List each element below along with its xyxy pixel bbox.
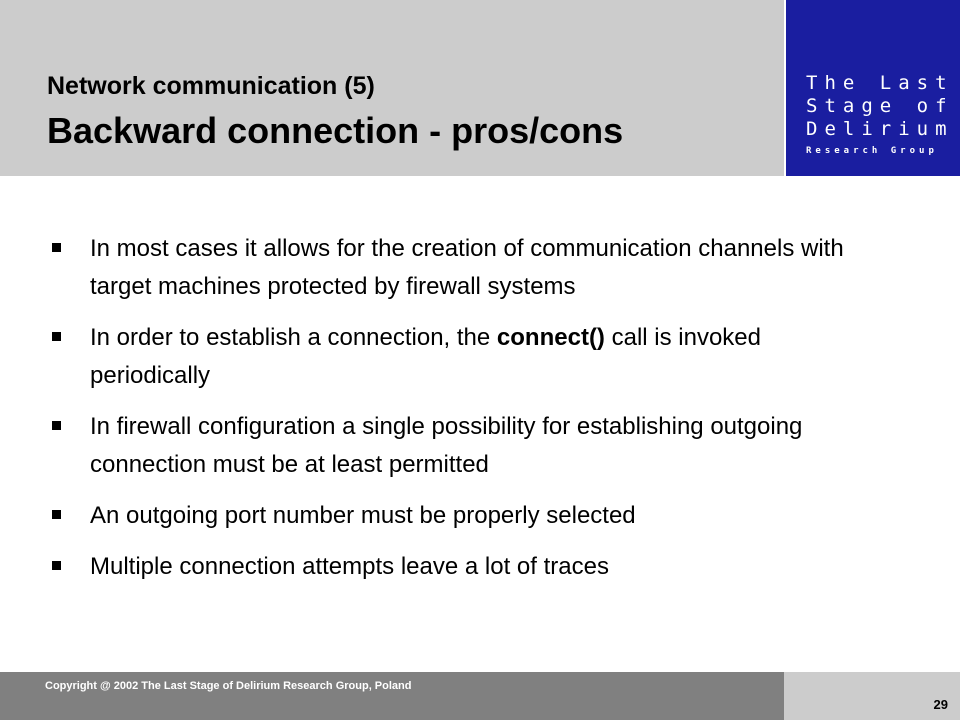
- square-bullet-icon: [52, 561, 61, 570]
- square-bullet-icon: [52, 332, 61, 341]
- bullet-text-code: connect(): [496, 324, 605, 351]
- bullet-text: An outgoing port number must be properly selected: [90, 502, 636, 529]
- logo-line-2: Stage of: [806, 95, 954, 117]
- slide-subtitle: Network communication (5): [47, 72, 375, 100]
- bullet-item: [52, 230, 852, 306]
- bullet-text-post: call is invoked periodically: [90, 324, 761, 389]
- bullet-text: In firewall configuration a single possibility for establishing outgoing connection must be at least permitted: [90, 413, 803, 478]
- bullet-item: [52, 548, 852, 586]
- square-bullet-icon: [52, 243, 61, 252]
- page-number: 29: [933, 697, 948, 712]
- bullet-list: [52, 230, 852, 599]
- square-bullet-icon: [52, 421, 61, 430]
- footer-page-box: [784, 672, 960, 720]
- bullet-text: In most cases it allows for the creation of communication channels with target machines protected by firewall systems: [90, 235, 844, 300]
- logo-line-1: The Last: [806, 72, 954, 94]
- bullet-item: [52, 408, 852, 484]
- bullet-text: Multiple connection attempts leave a lot of traces: [90, 553, 609, 580]
- logo-line-3: Delirium: [806, 118, 954, 140]
- logo: [784, 0, 960, 176]
- square-bullet-icon: [52, 510, 61, 519]
- bullet-item: [52, 319, 852, 395]
- logo-tagline: Research Group: [806, 146, 938, 156]
- slide-title: Backward connection - pros/cons: [47, 110, 624, 151]
- copyright-text: Copyright @ 2002 The Last Stage of Delirium Research Group, Poland: [45, 680, 412, 692]
- bullet-item: [52, 497, 852, 535]
- bullet-text-pre: In order to establish a connection, the: [90, 324, 497, 351]
